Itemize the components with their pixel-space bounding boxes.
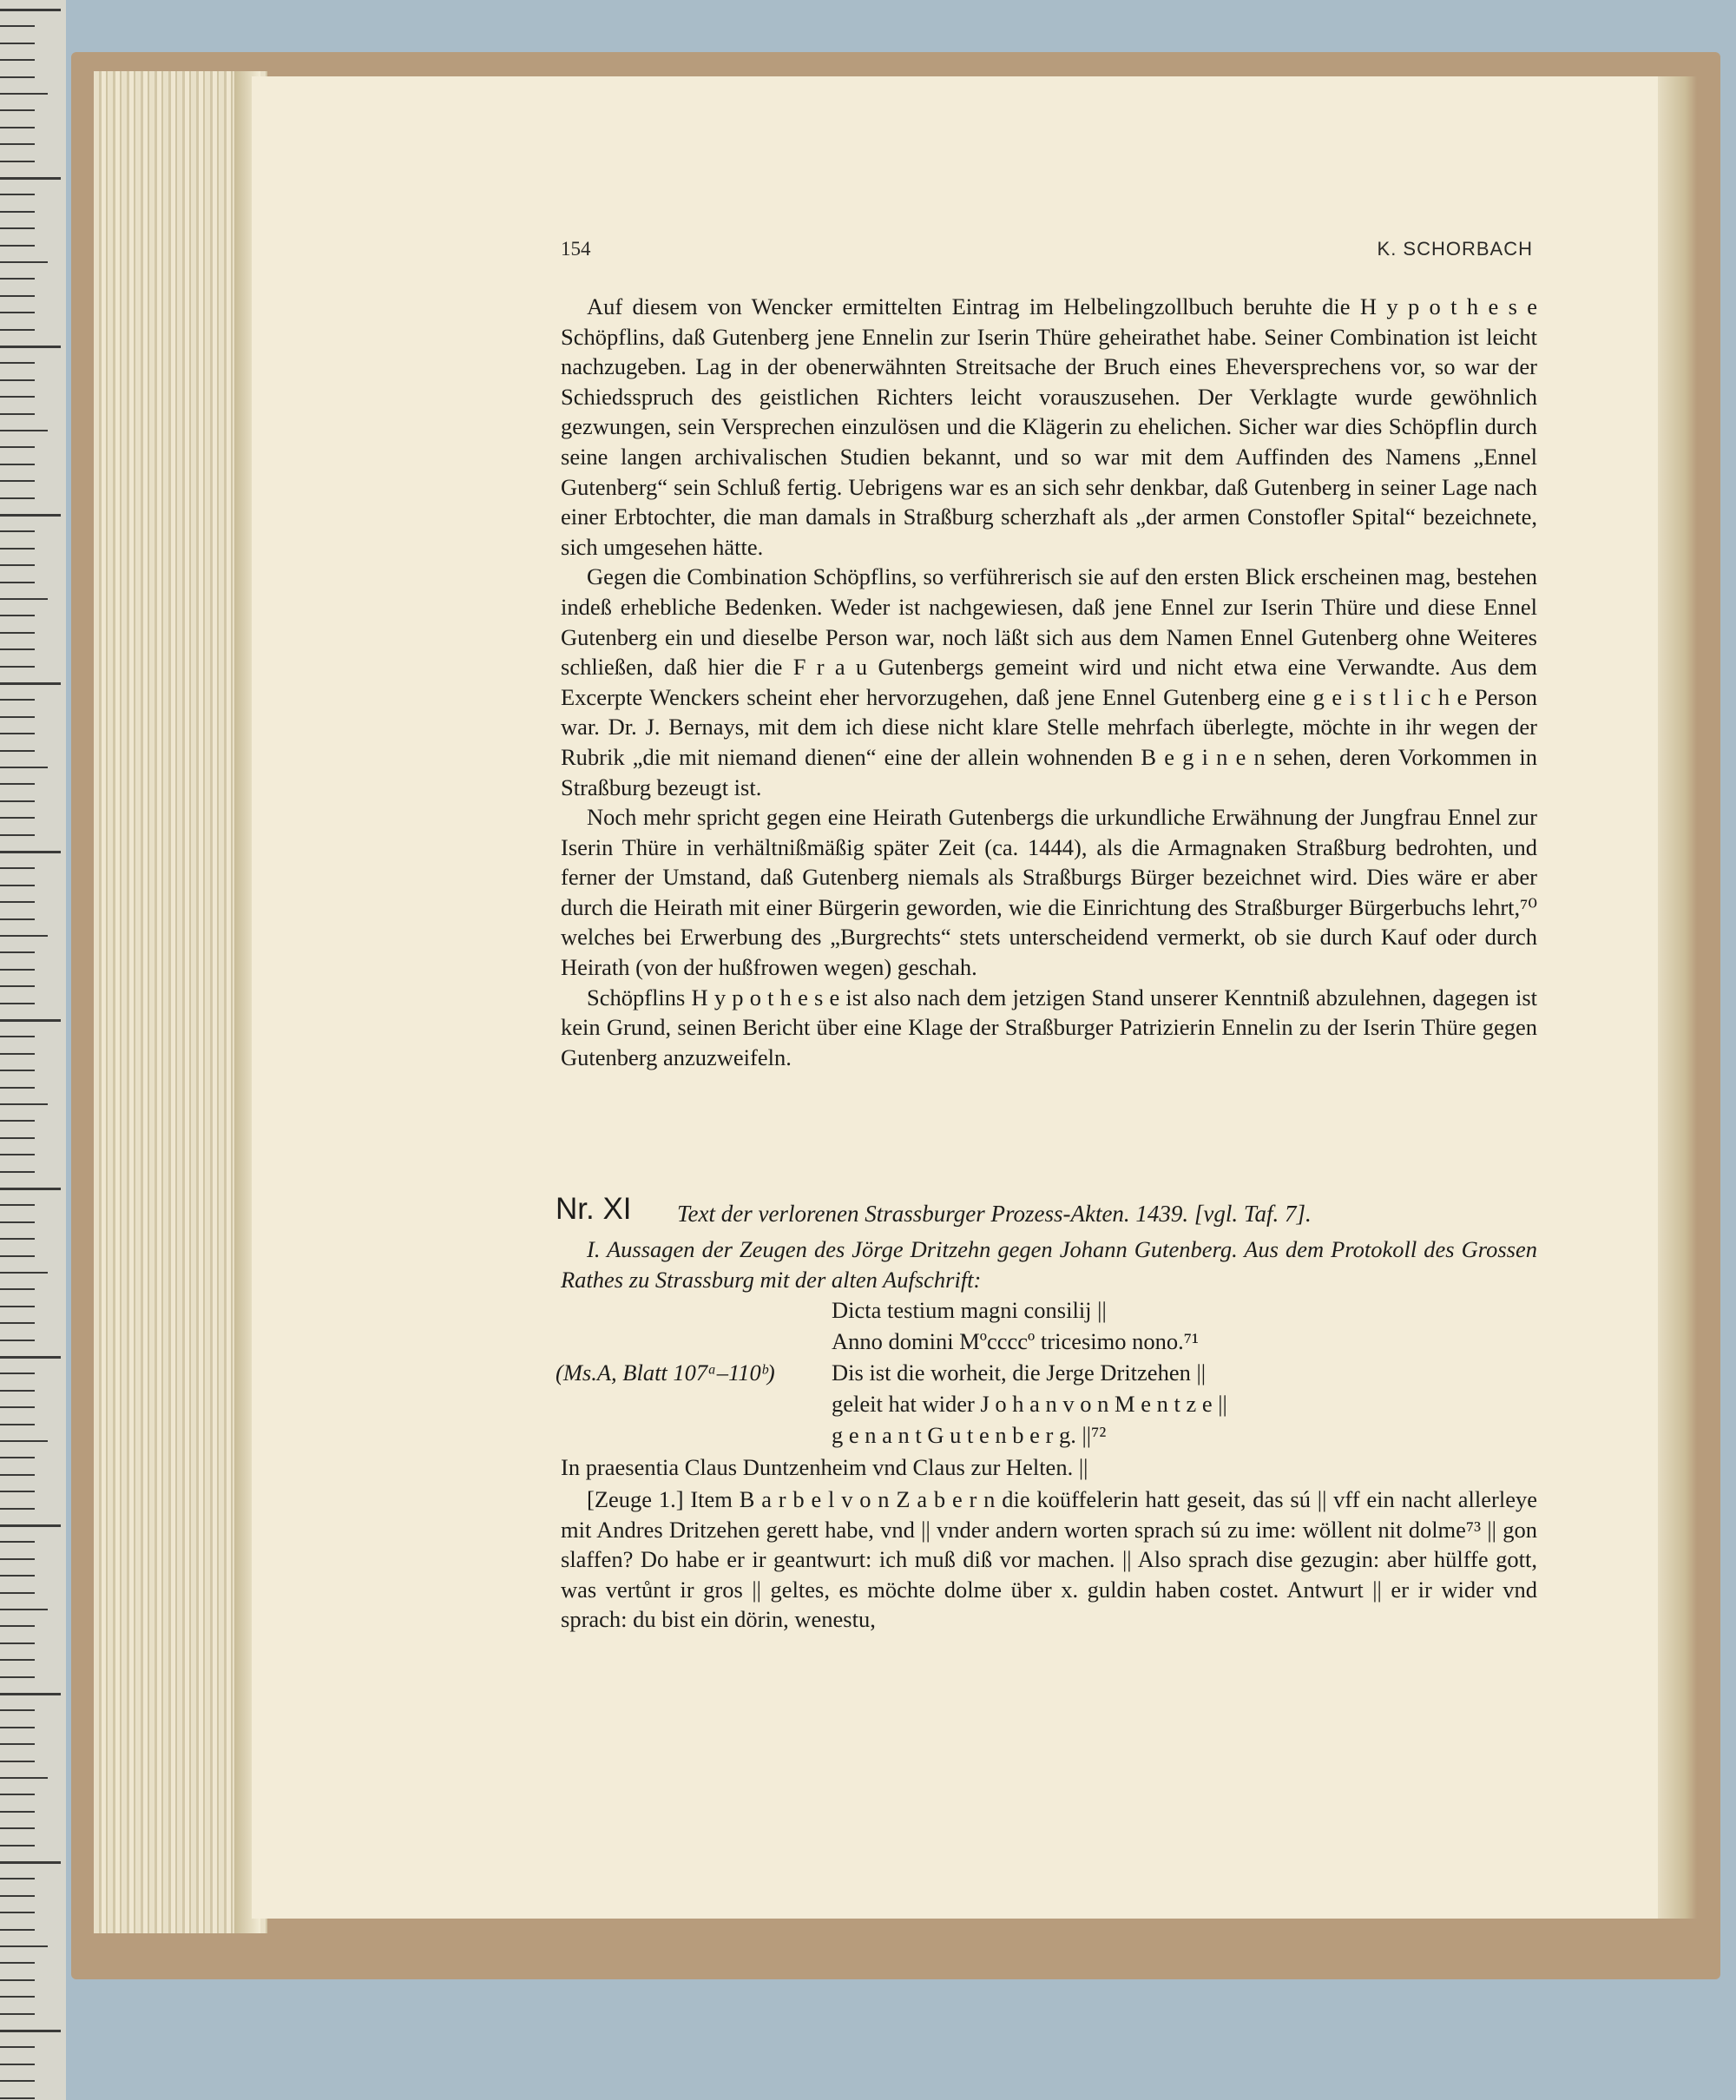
inscription-line-3: Dis ist die worheit, die Jerge Dritzehen || — [832, 1359, 1207, 1386]
ruler-tick — [0, 1103, 48, 1105]
section-description: Text der verlorenen Strassburger Prozess-Akten. 1439. [vgl. Taf. 7]. — [677, 1201, 1312, 1227]
ruler-tick — [0, 329, 35, 331]
ruler-tick — [0, 1625, 35, 1627]
ruler-tick — [0, 1491, 35, 1492]
ruler-tick — [0, 985, 35, 987]
ruler-tick — [0, 93, 48, 95]
ruler-tick — [0, 1406, 35, 1408]
ruler-tick — [0, 2046, 35, 2048]
ruler-tick — [0, 194, 35, 195]
ruler-tick — [0, 127, 35, 128]
ruler-tick — [0, 582, 35, 583]
ruler-tick — [0, 59, 35, 61]
ruler-tick — [0, 278, 35, 280]
ruler-tick — [0, 76, 35, 78]
ruler-tick — [0, 1356, 61, 1359]
ruler-tick — [0, 2030, 61, 2032]
witness-block — [561, 1484, 1537, 1635]
ruler-tick — [0, 1945, 48, 1947]
ruler-tick — [0, 1962, 35, 1964]
paragraph-1: Auf diesem von Wencker ermittelten Eintrag im Helbelingzollbuch beruhte die H y p o t h e s e Schöpflins, daß Gutenberg jene Ennelin zur Iserin Thüre geheirathet habe. Seiner Combination ist leicht nachzugeben. Lag in der obenerwähnten Streitsache der Bruch eines Eheversprechens vor, so war der Schiedsspruch des geistlichen Richters leicht vorauszusehen. Der Verklagte wurde gewöhnlich gezwungen, sein Versprechen einzulösen und die Klägerin zu ehelichen. Sicher war dies Schöpflin durch seine langen archivalischen Studien bekannt, und so war mit dem Auffinden des Namens „Ennel Gutenberg“ sein Schluß fertig. Uebrigens war es an sich sehr denkbar, daß Gutenberg in seiner Lage nach einer Erbtochter, die man damals in Straßburg scherzhaft als „der armen Constofler Spital“ bezeichnete, sich umgesehen hätte. — [561, 293, 1537, 560]
page-header — [561, 238, 1533, 273]
ruler-tick — [0, 969, 35, 971]
ruler-tick — [0, 143, 35, 145]
section-intro — [561, 1234, 1537, 1294]
ruler-tick — [0, 767, 48, 768]
paragraph-3: Noch mehr spricht gegen eine Heirath Gutenbergs die urkundliche Erwähnung der Jungfrau Ennel zur Iserin Thüre in verhältnißmäßig später Zeit (ca. 1444), als die Armagnaken Straßburg bedrohten, und ferner der Umstand, daß Gutenberg niemals als Straßburgs Bürger bezeichnet wird. Dies wäre er aber durch die Heirath mit einer Bürgerin geworden, wie die Einrichtung des Straßburger Bürgerbuchs lehrt,⁷⁰ welches bei Erwerbung des „Burgrechts“ stets unterscheidend vermerkt, ob sie durch Kauf oder durch Heirath (von der hußfrowen wegen) geschah. — [561, 804, 1537, 981]
ruler-tick — [0, 1137, 35, 1139]
ruler-tick — [0, 1154, 35, 1155]
measurement-ruler — [0, 0, 66, 2100]
ruler-tick — [0, 1474, 35, 1476]
ruler-tick — [0, 1693, 61, 1695]
ruler-tick — [0, 901, 35, 903]
ruler-tick — [0, 1912, 35, 1913]
paragraph-2: Gegen die Combination Schöpflins, so verführerisch sie auf den ersten Blick erscheinen mag, bestehen indeß erhebliche Bedenken. Weder ist nachgewiesen, daß jene Ennel zur Iserin Thüre und diese Ennel Gutenberg ein und dieselbe Person war, noch läßt sich aus dem Namen Ennel Gutenberg ohne Weiteres schließen, daß hier die F r a u Gutenbergs gemeint wird und nicht etwa eine Verwandte. Aus dem Excerpte Wenckers scheint eher hervorzugehen, daß jene Ennel Gutenberg eine g e i s t l i c h e Person war. Dr. J. Bernays, mit dem ich diese nicht klare Stelle mehrfach überlegte, möchte in ihr wegen der Rubrik „die mit niemand dienen“ eine der allein wohnenden B e g i n e n sehen, deren Vorkommen in Straßburg bezeugt ist. — [561, 563, 1537, 800]
body-text — [561, 292, 1537, 1072]
ruler-tick — [0, 177, 61, 180]
ruler-tick — [0, 1087, 35, 1089]
ruler-tick — [0, 464, 35, 465]
ruler-tick — [0, 1794, 35, 1795]
ruler-tick — [0, 598, 48, 600]
page-edge-right — [1658, 76, 1697, 1919]
inscription-line-1: Dicta testium magni consilij || — [832, 1297, 1107, 1323]
ruler-tick — [0, 379, 35, 381]
ruler-tick — [0, 1861, 61, 1864]
ruler-tick — [0, 648, 35, 650]
ruler-tick — [0, 1340, 35, 1341]
ruler-tick — [0, 1524, 61, 1527]
ruler-tick — [0, 1272, 48, 1274]
ruler-tick — [0, 1777, 48, 1779]
ruler-tick — [0, 43, 35, 44]
ruler-tick — [0, 699, 35, 701]
ruler-tick — [0, 261, 48, 263]
ruler-tick — [0, 396, 35, 398]
ruler-tick — [0, 362, 35, 364]
ruler-tick — [0, 1053, 35, 1055]
ruler-tick — [0, 1676, 35, 1678]
ruler-tick — [0, 1188, 61, 1190]
ruler-tick — [0, 109, 35, 111]
manuscript-reference: (Ms.A, Blatt 107ᵃ–110ᵇ) — [556, 1359, 775, 1386]
ruler-tick — [0, 1541, 35, 1543]
intro-text: I. Aussagen der Zeugen des Jörge Dritzehn gegen Johann Gutenberg. Aus dem Protokoll des Grossen Rathes zu Strassburg mit der alten Aufschrift: — [561, 1236, 1537, 1293]
ruler-tick — [0, 227, 35, 229]
ruler-tick — [0, 2080, 35, 2082]
ruler-tick — [0, 2064, 35, 2065]
ruler-tick — [0, 1373, 35, 1374]
ruler-tick — [0, 1003, 35, 1004]
ruler-tick — [0, 497, 35, 499]
ruler-tick — [0, 1558, 35, 1560]
ruler-tick — [0, 1288, 35, 1290]
ruler-tick — [0, 1255, 35, 1257]
ruler-tick — [0, 750, 35, 752]
ruler-tick — [0, 1929, 35, 1931]
ruler-tick — [0, 632, 35, 634]
ruler-tick — [0, 548, 35, 550]
ruler-tick — [0, 1895, 35, 1897]
ruler-tick — [0, 1221, 35, 1223]
ruler-tick — [0, 480, 35, 482]
ruler-tick — [0, 817, 35, 819]
ruler-tick — [0, 1322, 35, 1324]
ruler-tick — [0, 245, 35, 247]
ruler-tick — [0, 1440, 48, 1442]
praesentia-line: In praesentia Claus Duntzenheim vnd Claus zur Helten. || — [561, 1454, 1088, 1480]
ruler-tick — [0, 346, 61, 348]
ruler-tick — [0, 1878, 35, 1879]
ruler-tick — [0, 1306, 35, 1307]
ruler-tick — [0, 1424, 35, 1425]
ruler-tick — [0, 682, 61, 685]
ruler-tick — [0, 1609, 48, 1610]
ruler-tick — [0, 615, 35, 616]
ruler-tick — [0, 161, 35, 162]
ruler-tick — [0, 1996, 35, 1998]
ruler-tick — [0, 1979, 35, 1981]
ruler-tick — [0, 1390, 35, 1392]
ruler-tick — [0, 951, 35, 953]
ruler-tick — [0, 312, 35, 313]
inscription-line-5: g e n a n t G u t e n b e r g. ||⁷² — [832, 1422, 1107, 1448]
ruler-tick — [0, 1508, 35, 1510]
inscription-line-4: geleit hat wider J o h a n v o n M e n t z e || — [832, 1391, 1227, 1417]
ruler-tick — [0, 716, 35, 718]
witness-text: [Zeuge 1.] Item B a r b e l v o n Z a b e r n die koüffelerin hatt geseit, das sú || vff ein nacht allerleye mit Andres Dritzehen gerett habe, vnd || vnder andern worten sprach sú zu ime: wöllent nit dolme⁷³ || gon slaffen? Do habe er ir geantwurt: ich muß diß vor machen. || Also sprach dise gezugin: aber hülffe gott, was vertůnt ir gros || geltes, es möchte dolme über x. guldin haben costet. Antwurt || er ir wider vnd sprach: du bist ein dörin, wenestu, — [561, 1486, 1537, 1633]
ruler-tick — [0, 413, 35, 415]
ruler-tick — [0, 783, 35, 785]
ruler-tick — [0, 1120, 35, 1122]
ruler-tick — [0, 2013, 35, 2015]
ruler-tick — [0, 1575, 35, 1577]
ruler-tick — [0, 733, 35, 734]
ruler-tick — [0, 430, 48, 431]
ruler-tick — [0, 1659, 35, 1661]
ruler-tick — [0, 1457, 35, 1458]
running-head: K. SCHORBACH — [1377, 238, 1533, 260]
ruler-tick — [0, 1171, 35, 1173]
section-number: Nr. XI — [556, 1192, 632, 1226]
ruler-tick — [0, 1727, 35, 1728]
ruler-tick — [0, 9, 61, 11]
ruler-tick — [0, 1811, 35, 1813]
ruler-tick — [0, 918, 35, 920]
ruler-tick — [0, 1019, 61, 1022]
page-number: 154 — [561, 238, 591, 260]
ruler-tick — [0, 800, 35, 802]
ruler-tick — [0, 211, 35, 213]
ruler-tick — [0, 935, 48, 937]
ruler-tick — [0, 867, 35, 869]
ruler-tick — [0, 851, 61, 853]
ruler-tick — [0, 1036, 35, 1037]
ruler-tick — [0, 1238, 35, 1240]
ruler-tick — [0, 2097, 35, 2099]
ruler-tick — [0, 1709, 35, 1711]
ruler-tick — [0, 1204, 35, 1206]
ruler-tick — [0, 295, 35, 297]
ruler-tick — [0, 1845, 35, 1847]
ruler-tick — [0, 530, 35, 532]
ruler-tick — [0, 666, 35, 668]
ruler-tick — [0, 1761, 35, 1762]
paragraph-4: Schöpflins H y p o t h e s e ist also nach dem jetzigen Stand unserer Kenntniß abzulehnen, dagegen ist kein Grund, seinen Bericht über eine Klage der Straßburger Patrizierin Ennelin zu der Iserin Thüre gegen Gutenberg anzuzweifeln. — [561, 984, 1537, 1070]
ruler-tick — [0, 25, 35, 27]
ruler-tick — [0, 1070, 35, 1071]
ruler-tick — [0, 1743, 35, 1745]
ruler-tick — [0, 564, 35, 566]
ruler-tick — [0, 514, 61, 517]
ruler-tick — [0, 1827, 35, 1829]
inscription-line-2: Anno domini Mºccccº tricesimo nono.⁷¹ — [832, 1328, 1199, 1354]
ruler-tick — [0, 885, 35, 886]
ruler-tick — [0, 446, 35, 448]
ruler-tick — [0, 1592, 35, 1594]
ruler-tick — [0, 834, 35, 836]
ruler-tick — [0, 1642, 35, 1644]
